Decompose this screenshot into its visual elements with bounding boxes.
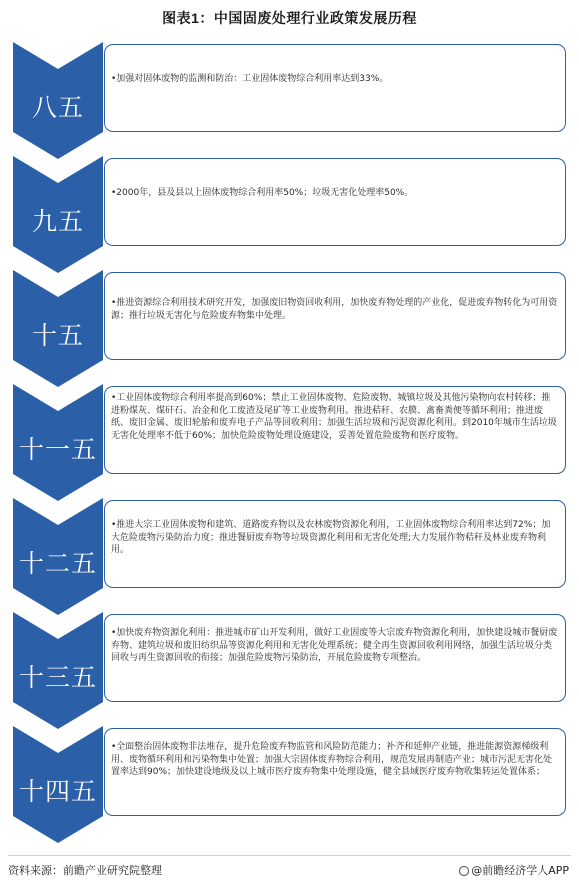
source-note: 资料来源：前瞻产业研究院整理 — [8, 864, 162, 877]
stage-box — [104, 386, 566, 474]
stage-description: •加强对固体废物的监测和防治：工业固体废物综合利用率达到33%。 — [111, 74, 389, 84]
stage-period: 十二五 — [18, 549, 97, 578]
stage-box — [104, 500, 566, 588]
stage-description: •推进大宗工业固体废物和建筑、道路废弃物以及农林废物资源化利用，工业固体废物综合利用率达到72%；加大危险废物污染防治力度；推进餐厨废弃物等垃圾资源化利用和无害化处理;大力发展作物秸秆及林业废弃物利用。 — [111, 520, 551, 555]
stage-period: 八五 — [31, 93, 84, 122]
stage-box — [104, 44, 566, 132]
stage-period: 十一五 — [18, 435, 97, 464]
stage-description: •全面整治固体废物非法堆存，提升危险废弃物监管和风险防范能力；补齐和延伸产业链，推进能源资源梯级利用、废物循环利用和污染物集中处置；加强大宗固体废弃物综合利用，规范发展再制造产业；城市污泥无害化处置率达到90%；加快建设地级及以上城市医疗废弃物集中处理设施，健全县域医疗废弃物收集转运处置体系； — [111, 742, 553, 777]
stage-period: 十四五 — [18, 777, 97, 806]
stage-box — [104, 728, 566, 816]
credit-text: @前瞻经济学人APP — [471, 864, 569, 877]
stage-box — [104, 272, 566, 360]
footer-divider — [8, 855, 571, 856]
stage-description: •2000年，县及县以上固体废物综合利用率50%；垃圾无害化处理率50%。 — [111, 188, 414, 198]
brand-logo-icon — [459, 866, 469, 876]
figure-title: 图表1：中国固废处理行业政策发展历程 — [162, 10, 417, 26]
stage-period: 九五 — [31, 207, 84, 236]
stage-box — [104, 158, 566, 246]
credit-note — [459, 862, 569, 878]
stage-description: •加快废弃物资源化利用：推进城市矿山开发利用，做好工业固废等大宗废弃物资源化利用，加快建设城市餐厨废弃物、建筑垃圾和废旧纺织品等资源化利用和无害化处理系统；健全再生资源回收利用网络，加强生活垃圾分类回收与再生资源回收的衔接；加强危险废物污染防治，开展危险废物专项整治。 — [111, 628, 558, 663]
stage-period: 十三五 — [18, 663, 97, 692]
stage-period: 十五 — [31, 321, 84, 350]
stage-description: •工业固体废物综合利用率提高到60%；禁止工业固体废物、危险废物、城镇垃圾及其他污染物向农村转移；推进粉煤灰、煤矸石、冶金和化工废渣及尾矿等工业废物利用。推进秸秆、农膜、禽畜粪便等循环利用；推进废纸、废旧金属、废旧轮胎和废弃电子产品等回收利用；加强生活垃圾和污泥资源化利用。到2010年城市生活垃圾无害化处理率不低于60%；加快危险废物处理设施建设，妥善处置危险废物和医疗废物。 — [111, 393, 557, 441]
stage-box — [104, 614, 566, 702]
stage-description: •推进资源综合利用技术研究开发，加强废旧物资回收利用，加快废弃物处理的产业化，促进废弃物转化为可用资源；推行垃圾无害化与危险废弃物集中处理。 — [111, 298, 558, 321]
